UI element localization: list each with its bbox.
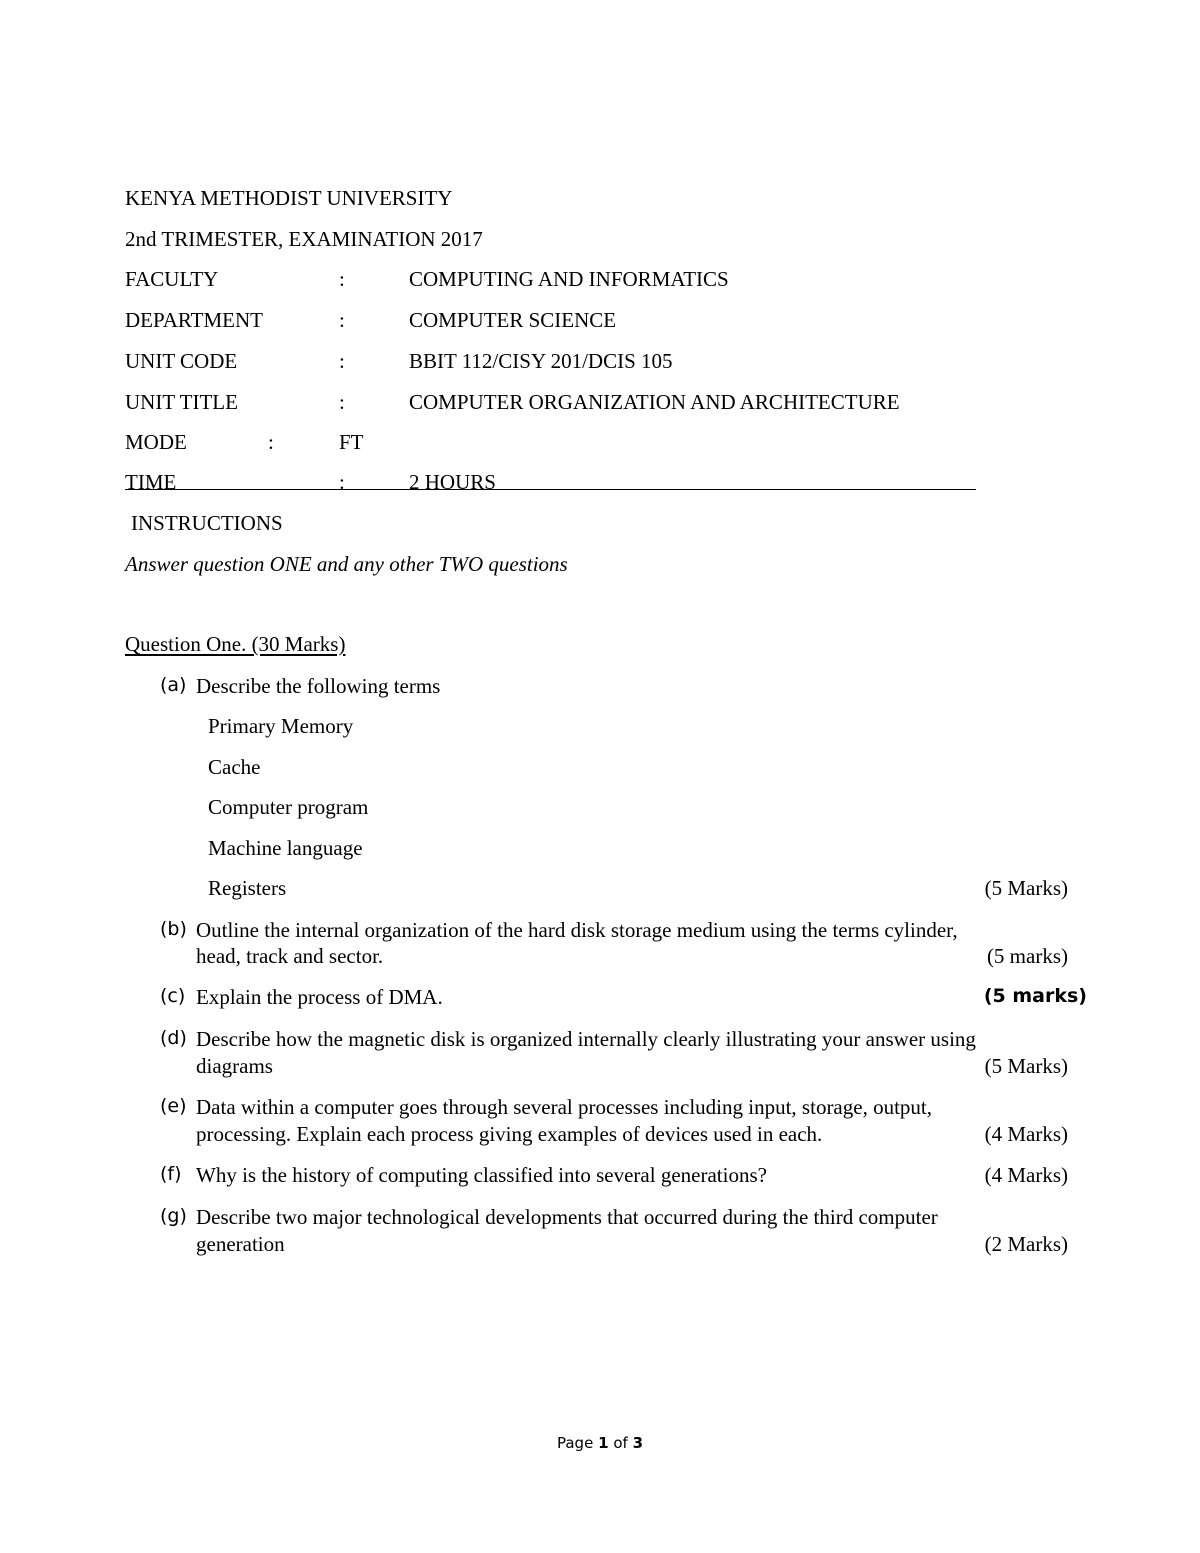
question-d-marks: (5 Marks) xyxy=(984,1054,1068,1078)
question-g-line1: Describe two major technological developments that occurred during the third computer xyxy=(196,1205,938,1229)
question-c-marks: (5 marks) xyxy=(983,985,1087,1007)
question-a-marks: (5 Marks) xyxy=(984,876,1068,900)
question-f-marks: (4 Marks) xyxy=(984,1163,1068,1187)
time-colon: : xyxy=(339,470,345,494)
mode-label: MODE xyxy=(125,430,187,454)
question-d-letter: (d) xyxy=(160,1027,187,1049)
question-a-text: Describe the following terms xyxy=(196,674,441,698)
question-one-title: Question One. (30 Marks) xyxy=(125,632,346,656)
question-e-line2: processing. Explain each process giving examples of devices used in each. xyxy=(196,1122,823,1146)
university-name: KENYA METHODIST UNIVERSITY xyxy=(125,186,453,210)
page-footer xyxy=(0,1436,1200,1451)
department-value: COMPUTER SCIENCE xyxy=(409,308,617,332)
unit-code-label: UNIT CODE xyxy=(125,349,238,373)
question-b-line2: head, track and sector. xyxy=(196,944,384,968)
question-b-line1: Outline the internal organization of the hard disk storage medium using the terms cylinder, xyxy=(196,918,958,942)
department-label: DEPARTMENT xyxy=(125,308,263,332)
question-b-letter: (b) xyxy=(160,918,187,940)
unit-code-colon: : xyxy=(339,349,345,373)
question-g-letter: (g) xyxy=(160,1205,187,1227)
faculty-value: COMPUTING AND INFORMATICS xyxy=(409,267,729,291)
exam-title: 2nd TRIMESTER, EXAMINATION 2017 xyxy=(125,227,483,251)
question-g-marks: (2 Marks) xyxy=(984,1232,1068,1256)
faculty-label: FACULTY xyxy=(125,267,219,291)
term-item: Primary Memory xyxy=(208,714,354,738)
unit-title-label: UNIT TITLE xyxy=(125,390,238,414)
question-b-marks: (5 marks) xyxy=(986,944,1068,968)
question-g-line2: generation xyxy=(196,1232,285,1256)
mode-value: FT xyxy=(339,430,364,454)
question-e-line1: Data within a computer goes through several processes including input, storage, output, xyxy=(196,1095,932,1119)
unit-title-value: COMPUTER ORGANIZATION AND ARCHITECTURE xyxy=(409,390,900,414)
footer-of-word: of xyxy=(613,1434,628,1452)
question-e-letter: (e) xyxy=(160,1095,187,1117)
question-f-letter: (f) xyxy=(160,1163,182,1185)
faculty-colon: : xyxy=(339,267,345,291)
mode-colon: : xyxy=(268,430,274,454)
time-label: TIME xyxy=(125,470,177,494)
question-a-letter: (a) xyxy=(160,674,187,696)
question-d-line1: Describe how the magnetic disk is organized internally clearly illustrating your answer using xyxy=(196,1027,976,1051)
unit-code-value: BBIT 112/CISY 201/DCIS 105 xyxy=(409,349,673,373)
question-d-line2: diagrams xyxy=(196,1054,273,1078)
term-item: Cache xyxy=(208,755,261,779)
question-f-text: Why is the history of computing classified into several generations? xyxy=(196,1163,767,1187)
time-value: 2 HOURS xyxy=(409,470,496,494)
footer-page-total: 3 xyxy=(632,1434,643,1452)
term-item: Registers xyxy=(208,876,287,900)
time-row-underline xyxy=(125,489,976,490)
footer-page-word: Page xyxy=(556,1434,594,1452)
instructions-text: Answer question ONE and any other TWO questions xyxy=(125,552,568,576)
term-item: Machine language xyxy=(208,836,363,860)
unit-title-colon: : xyxy=(339,390,345,414)
department-colon: : xyxy=(339,308,345,332)
question-c-text: Explain the process of DMA. xyxy=(196,985,443,1009)
question-e-marks: (4 Marks) xyxy=(984,1122,1068,1146)
footer-page-number: 1 xyxy=(598,1434,609,1452)
term-item: Computer program xyxy=(208,795,369,819)
question-c-letter: (c) xyxy=(160,985,186,1007)
instructions-heading: INSTRUCTIONS xyxy=(131,511,283,535)
